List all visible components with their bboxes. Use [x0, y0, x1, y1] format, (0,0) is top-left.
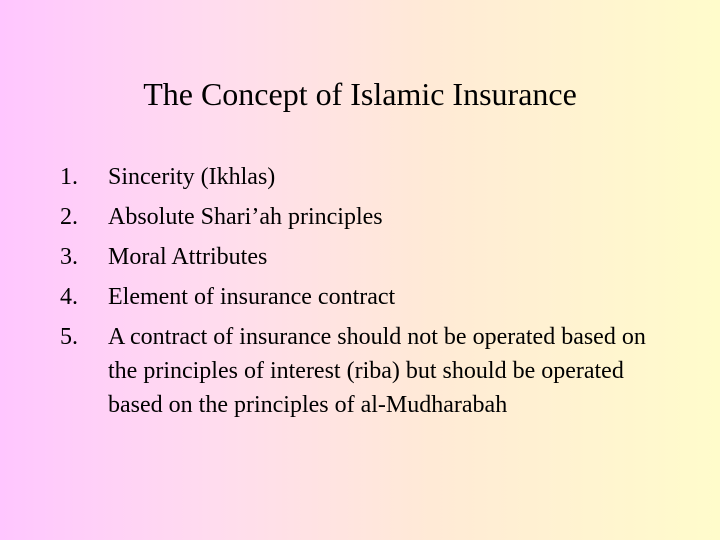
list-item	[0, 200, 720, 234]
list-item-text: Element of insurance contract	[108, 284, 396, 310]
list-item-text: A contract of insurance should not be operated based on the principles of interest (riba) but should be operated based on the principles of al-Mudharabah	[108, 324, 646, 418]
list-item-number: 5.	[60, 324, 78, 350]
list-item-text: Moral Attributes	[108, 244, 268, 270]
list-item-number: 3.	[60, 244, 78, 270]
list-item-number: 2.	[60, 204, 78, 230]
list-item	[0, 240, 720, 274]
list-item	[0, 280, 720, 314]
list-item-number: 4.	[60, 284, 78, 310]
list-item	[0, 320, 720, 422]
list-item-number: 1.	[60, 164, 78, 190]
list-item-text: Absolute Shari’ah principles	[108, 204, 383, 230]
list-item-text: Sincerity (Ikhlas)	[108, 164, 276, 190]
list-item	[0, 160, 720, 194]
slide-title: The Concept of Islamic Insurance	[143, 76, 577, 112]
numbered-list	[0, 160, 720, 428]
